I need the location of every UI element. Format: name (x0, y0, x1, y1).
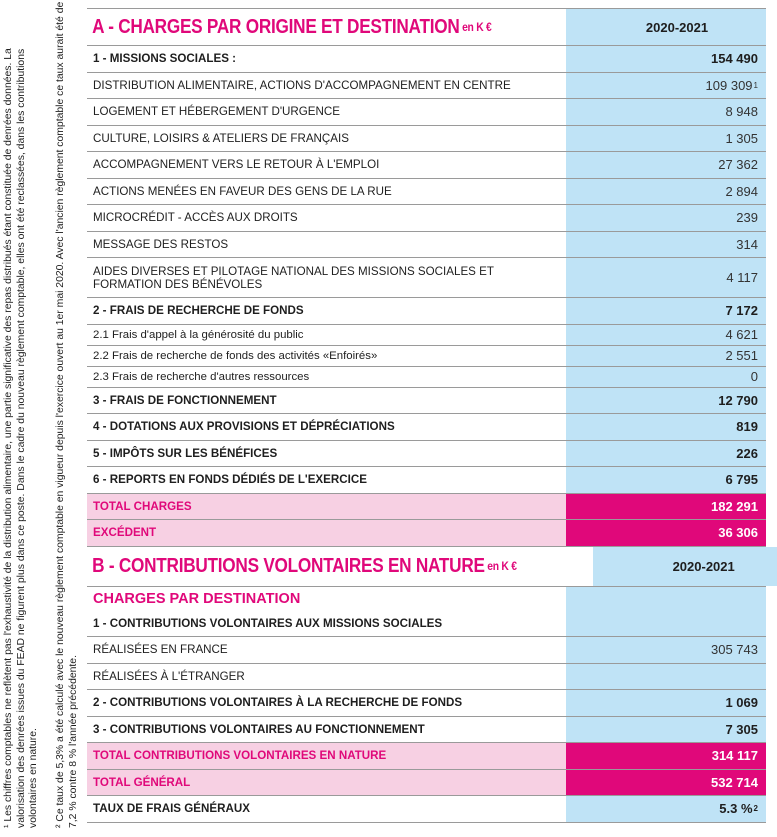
row-value-text: 7 305 (725, 721, 758, 737)
row-value (566, 46, 766, 72)
row-value (566, 441, 766, 467)
table-row (87, 325, 766, 346)
section-a-unit: en K € (462, 20, 492, 34)
row-value-text: 532 714 (711, 774, 758, 790)
table-row (87, 717, 766, 744)
table-row (87, 611, 766, 638)
row-label: 3 - CONTRIBUTIONS VOLONTAIRES AU FONCTIONNEMENT (93, 722, 425, 736)
table-row (87, 441, 766, 468)
row-value (566, 494, 766, 520)
table-row (87, 46, 766, 73)
row-value-text: 8 948 (725, 104, 758, 120)
row-value (566, 520, 766, 546)
row-label: 2.3 Frais de recherche d'autres ressources (93, 370, 310, 383)
row-label: AIDES DIVERSES ET PILOTAGE NATIONAL DES MISSIONS SOCIALES ET FORMATION DES BÉNÉVOLES (93, 264, 494, 291)
footnotes (0, 0, 86, 837)
row-value (566, 743, 766, 769)
table-row (87, 690, 766, 717)
row-label: TOTAL CHARGES (87, 494, 566, 520)
row-value-text: 2 894 (725, 183, 758, 199)
section-a-header (87, 8, 766, 46)
footnote-marker: 1 (753, 80, 758, 90)
row-value-text: 154 490 (711, 51, 758, 67)
footnote-2: ² Ce taux de 5,3% a été calculé avec le nouveau règlement comptable en vigueur depuis l'exercice ouvert au 1er mai 2020. Avec l'ancien règlement comptable ce taux aurait été de 7,2 % contre 8 % l'année précédente. (55, 1, 79, 828)
row-label: 2.1 Frais d'appel à la générosité du public (93, 328, 304, 341)
row-value-text: 1 305 (725, 130, 758, 146)
row-value (566, 611, 766, 637)
row-label: 4 - DOTATIONS AUX PROVISIONS ET DÉPRÉCIATIONS (93, 420, 395, 434)
table-row (87, 346, 766, 367)
financial-table (87, 8, 766, 823)
row-label: LOGEMENT ET HÉBERGEMENT D'URGENCE (93, 105, 341, 119)
row-value-text: 1 069 (725, 695, 758, 711)
row-value-text: 6 795 (725, 472, 758, 488)
row-value-text: 314 117 (711, 748, 758, 764)
row-label: TOTAL CONTRIBUTIONS VOLONTAIRES EN NATURE (87, 743, 566, 769)
section-b-title: B - CONTRIBUTIONS VOLONTAIRES EN NATURE en K € (92, 554, 517, 577)
row-label: TOTAL GÉNÉRAL (87, 770, 566, 796)
row-label: MESSAGE DES RESTOS (93, 237, 229, 251)
table-row (87, 152, 766, 179)
footnote-1: ¹ Les chiffres comptables ne reflètent pas l'exhaustivité de la distribution alimentaire, une partie significative des repas distribués étant constituée de denrées données. La valorisation des denrées issues du FEAD ne figurent plus dans ce poste. Dans le cadre du nouveau règlement comptable, elles ont été reclassées, dans les contributions volontaires en nature. (3, 48, 39, 828)
row-value (566, 637, 766, 663)
row-label: MICROCRÉDIT - ACCÈS AUX DROITS (93, 211, 298, 225)
row-value (566, 467, 766, 493)
row-value (566, 325, 766, 345)
section-b-header (87, 547, 766, 587)
row-value (566, 99, 766, 125)
table-row (87, 179, 766, 206)
row-value (566, 126, 766, 152)
table-row (87, 664, 766, 691)
section-b-unit: en K € (487, 559, 517, 573)
row-label: RÉALISÉES EN FRANCE (93, 643, 228, 657)
table-row (87, 258, 766, 298)
row-label: TAUX DE FRAIS GÉNÉRAUX (93, 802, 250, 816)
row-label: 2 - FRAIS DE RECHERCHE DE FONDS (93, 304, 304, 318)
row-label: 3 - FRAIS DE FONCTIONNEMENT (93, 393, 277, 407)
row-value-text: 4 117 (726, 270, 758, 285)
row-value (566, 205, 766, 231)
row-value-text: 36 306 (718, 525, 758, 541)
section-b-year: 2020-2021 (593, 547, 777, 586)
row-value-text: 226 (736, 445, 758, 461)
row-label: 6 - REPORTS EN FONDS DÉDIÉS DE L'EXERCICE (93, 473, 367, 487)
row-label: DISTRIBUTION ALIMENTAIRE, ACTIONS D'ACCOMPAGNEMENT EN CENTRE (93, 78, 511, 92)
table-row (87, 743, 766, 770)
row-value (566, 690, 766, 716)
row-label: EXCÉDENT (87, 520, 566, 546)
row-label: ACCOMPAGNEMENT VERS LE RETOUR À L'EMPLOI (93, 158, 380, 172)
table-row (87, 467, 766, 494)
row-label: 2.2 Frais de recherche de fonds des activités «Enfoirés» (93, 349, 378, 362)
row-value-text: 7 172 (725, 303, 758, 319)
section-a-year: 2020-2021 (566, 9, 766, 45)
row-value (566, 232, 766, 258)
row-value (566, 414, 766, 440)
table-row (87, 770, 766, 797)
table-row (87, 494, 766, 521)
row-value (566, 179, 766, 205)
row-value-text: 109 309 (705, 77, 753, 93)
row-value (566, 73, 766, 99)
row-value-text: 4 621 (725, 327, 758, 342)
row-value-text: 12 790 (718, 392, 758, 408)
row-label: 2 - CONTRIBUTIONS VOLONTAIRES À LA RECHERCHE DE FONDS (93, 696, 463, 710)
table-row (87, 232, 766, 259)
row-value (566, 298, 766, 324)
row-value-text: 305 743 (711, 642, 758, 658)
row-value (566, 770, 766, 796)
row-value-text: 0 (750, 369, 758, 384)
row-label: 1 - MISSIONS SOCIALES : (93, 52, 237, 66)
table-row (87, 205, 766, 232)
footnote-marker: 2 (753, 804, 758, 814)
row-value (566, 258, 766, 297)
table-row (87, 388, 766, 415)
table-row (87, 637, 766, 664)
row-label: RÉALISÉES À L'ÉTRANGER (93, 669, 245, 683)
table-row (87, 73, 766, 100)
row-value-text: 182 291 (711, 498, 758, 514)
row-label: 1 - CONTRIBUTIONS VOLONTAIRES AUX MISSIONS SOCIALES (93, 616, 443, 630)
row-value (566, 367, 766, 387)
table-row (87, 126, 766, 153)
row-value-text: 314 (736, 236, 758, 252)
row-value (566, 388, 766, 414)
row-value-text: 239 (736, 210, 758, 226)
table-row (87, 520, 766, 547)
row-value (566, 717, 766, 743)
section-b-subtitle: CHARGES PAR DESTINATION (93, 590, 301, 607)
row-value (566, 796, 766, 822)
section-b-rows (87, 611, 766, 823)
section-b-subtitle-row (87, 587, 766, 611)
table-row (87, 298, 766, 325)
row-value-text: 2 551 (725, 348, 758, 363)
table-row (87, 99, 766, 126)
row-label: ACTIONS MENÉES EN FAVEUR DES GENS DE LA RUE (93, 184, 392, 198)
row-value-text: 27 362 (718, 157, 758, 173)
row-value-text: 819 (736, 419, 758, 435)
section-a-title: A - CHARGES PAR ORIGINE ET DESTINATION en K € (92, 15, 492, 38)
row-value (566, 664, 766, 690)
table-row (87, 414, 766, 441)
row-value-text: 5.3 % (719, 801, 753, 817)
table-row (87, 367, 766, 388)
row-value (566, 152, 766, 178)
row-label: CULTURE, LOISIRS & ATELIERS DE FRANÇAIS (93, 131, 349, 145)
section-a-rows (87, 46, 766, 547)
row-label: 5 - IMPÔTS SUR LES BÉNÉFICES (93, 446, 278, 460)
row-value (566, 346, 766, 366)
table-row (87, 796, 766, 823)
